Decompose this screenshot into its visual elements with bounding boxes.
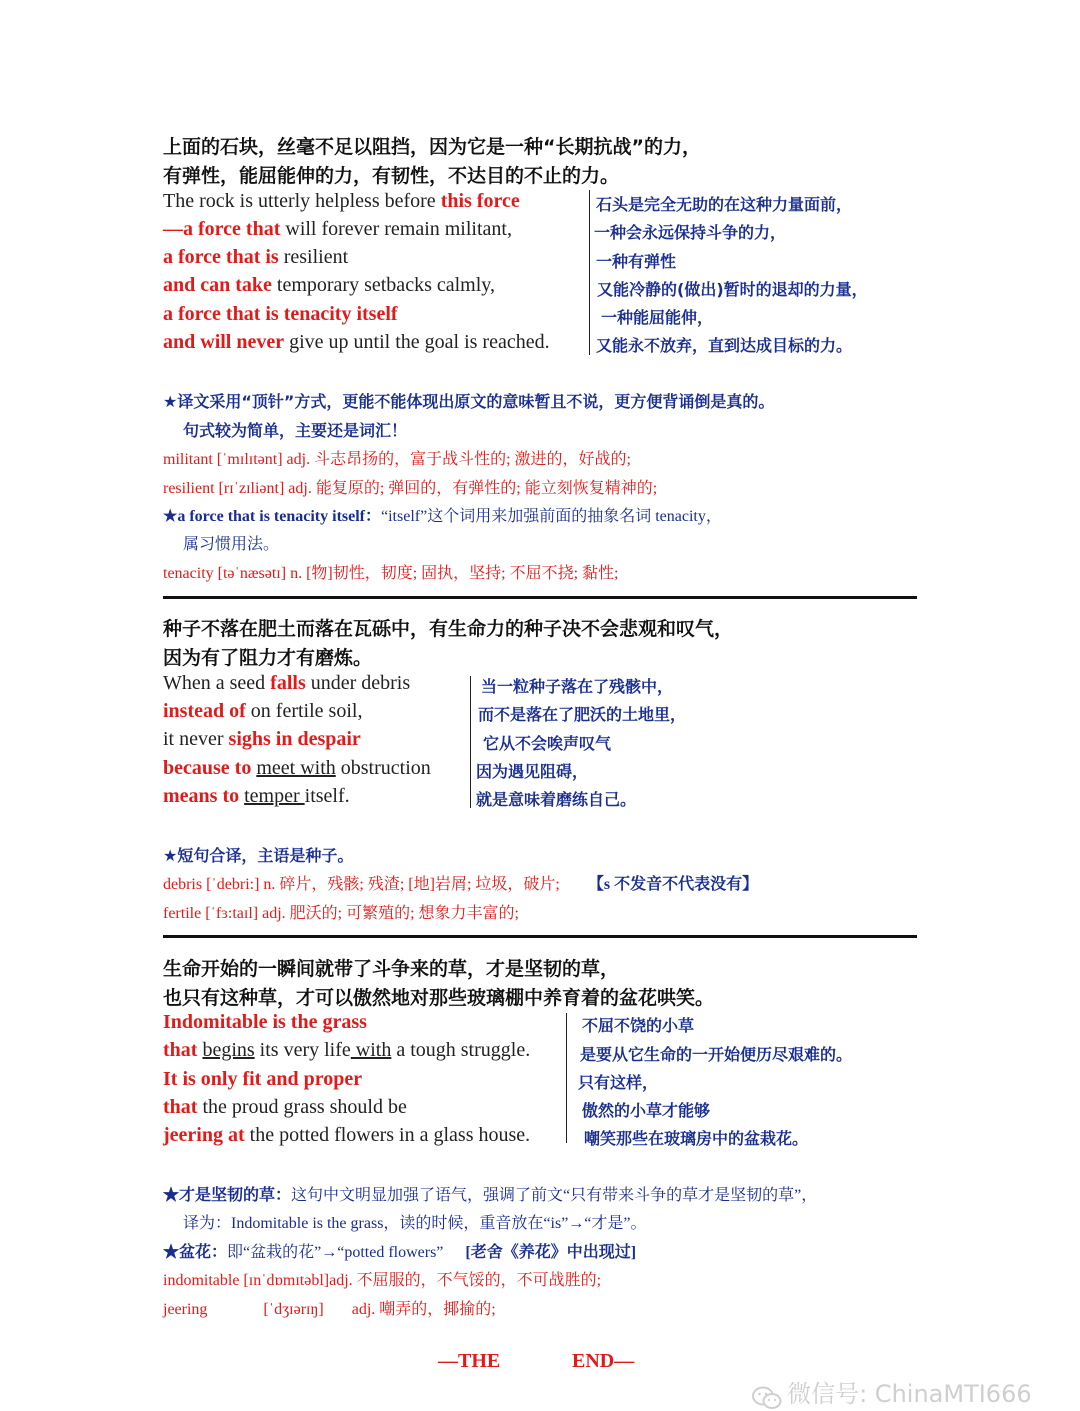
- s1-zh-line: 一种会永远保持斗争的力，: [594, 223, 787, 242]
- section3-heading-line1: 生命开始的一瞬间就带了斗争来的草，才是坚韧的草，: [163, 958, 620, 980]
- s3-zh-line: 嘲笑那些在玻璃房中的盆栽花。: [584, 1129, 809, 1148]
- s1-en-line: —a force that will forever remain militant,: [163, 218, 512, 240]
- s2-en-line: When a seed falls under debris: [163, 672, 411, 694]
- s1-en-line: a force that is tenacity itself: [163, 303, 398, 325]
- s1-en-line: The rock is utterly helpless before this force: [163, 190, 520, 212]
- s3-zh-line: 不屈不饶的小草: [582, 1016, 695, 1035]
- s2-zh-line: 就是意味着磨练自己。: [476, 790, 637, 809]
- s3-zh-line: 只有这样，: [578, 1073, 659, 1092]
- section3-heading-line2: 也只有这种草，才可以傲然地对那些玻璃棚中养育着的盆花哄笑。: [163, 987, 715, 1009]
- column-divider: [470, 676, 471, 808]
- section1-heading-line1: 上面的石块，丝毫不足以阻挡，因为它是一种“长期抗战”的力，: [163, 136, 701, 158]
- vocab-resilient: resilient [rɪˈzɪliənt] adj. 能复原的; 弹回的，有弹性的; 能立刻恢复精神的;: [163, 480, 658, 497]
- s3-en-line: that the proud grass should be: [163, 1096, 407, 1118]
- vocab-fertile: fertile [ˈfɜ:taɪl] adj. 肥沃的; 可繁殖的; 想象力丰富的;: [163, 905, 519, 922]
- vocab-militant: militant [ˈmɪlɪtənt] adj. 斗志昂扬的，富于战斗性的; 激进的，好战的;: [163, 451, 631, 468]
- s1-en-line: and will never give up until the goal is reached.: [163, 331, 550, 353]
- s3-en-line: Indomitable is the grass: [163, 1011, 367, 1033]
- wechat-icon: [752, 1385, 782, 1411]
- s1-en-line: a force that is resilient: [163, 246, 349, 268]
- wechat-watermark: [752, 1374, 1032, 1411]
- s2-note: ★短句合译，主语是种子。: [163, 846, 354, 865]
- section1-heading-line2: 有弹性，能屈能伸的力，有韧性，不达目的不止的力。: [163, 165, 620, 187]
- end-label-the: —THE: [438, 1350, 501, 1372]
- s2-en-line: because to meet with obstruction: [163, 757, 431, 779]
- s1-zh-line: 又能永不放弃，直到达成目标的力。: [596, 336, 853, 355]
- s3-note: 译为：Indomitable is the grass，读的时候，重音放在“is”→“才是”。: [183, 1215, 647, 1232]
- end-label-end: END—: [572, 1350, 635, 1372]
- vocab-tenacity: tenacity [təˈnæsətɪ] n. [物]韧性，韧度; 固执，坚持; 不屈不挠; 黏性;: [163, 565, 619, 582]
- section-divider: [163, 935, 917, 938]
- s1-note-tenacity: ★a force that is tenacity itself：“itself”这个词用来加强前面的抽象名词 tenacity，: [163, 508, 722, 525]
- vocab-jeering: jeering [ˈdʒɪərɪŋ] adj. 嘲弄的，揶揄的;: [163, 1301, 496, 1318]
- s3-note-grass: ★才是坚韧的草：这句中文明显加强了语气，强调了前文“只有带来斗争的草才是坚韧的草”，: [163, 1187, 818, 1204]
- vocab-debris: debris [ˈdebri:] n. 碎片，残骸; 残渣; [地]岩屑; 垃圾，破片; 【s 不发音不代表没有】: [163, 876, 759, 893]
- s2-en-line: means to temper itself.: [163, 785, 350, 807]
- s1-note: 句式较为简单，主要还是词汇！: [183, 421, 408, 440]
- vocab-indomitable: indomitable [ɪnˈdɒmɪtəbl]adj. 不屈服的，不气馁的，不可战胜的;: [163, 1272, 602, 1289]
- s1-zh-line: 一种有弹性: [596, 252, 677, 271]
- s1-zh-line: 石头是完全无助的在这种力量面前，: [596, 195, 853, 214]
- s1-note: 属习惯用法。: [183, 536, 280, 553]
- s1-zh-line: 又能冷静的(做出)暂时的退却的力量，: [597, 280, 868, 299]
- s2-en-line: it never sighs in despair: [163, 728, 361, 750]
- column-divider: [589, 190, 590, 355]
- watermark-text: 微信号: ChinaMTI666: [787, 1380, 1032, 1408]
- column-divider: [566, 1013, 567, 1143]
- s2-zh-line: 因为遇见阻碍，: [476, 762, 589, 781]
- s3-zh-line: 傲然的小草才能够: [582, 1101, 711, 1120]
- s3-en-line: jeering at the potted flowers in a glass house.: [163, 1124, 531, 1146]
- section2-heading-line1: 种子不落在肥土而落在瓦砾中，有生命力的种子决不会悲观和叹气，: [163, 618, 734, 640]
- s1-zh-line: 一种能屈能伸，: [601, 308, 714, 327]
- s3-en-line: that begins its very life with a tough struggle.: [163, 1039, 531, 1061]
- s2-zh-line: 而不是落在了肥沃的土地里，: [478, 705, 687, 724]
- s2-en-line: instead of on fertile soil,: [163, 700, 363, 722]
- s1-note: ★译文采用“顶针”方式，更能不能体现出原文的意味暂且不说，更方便背诵倒是真的。: [163, 392, 775, 411]
- section2-heading-line2: 因为有了阻力才有磨炼。: [163, 647, 373, 669]
- s1-en-line: and can take temporary setbacks calmly,: [163, 274, 495, 296]
- s3-note-potted: ★盆花：即“盆栽的花”→“potted flowers” [老舍《养花》中出现过]: [163, 1244, 637, 1261]
- s3-en-line: It is only fit and proper: [163, 1068, 363, 1090]
- s2-zh-line: 当一粒种子落在了残骸中，: [481, 677, 674, 696]
- s3-zh-line: 是要从它生命的一开始便历尽艰难的。: [580, 1045, 853, 1064]
- section-divider: [163, 596, 917, 599]
- s2-zh-line: 它从不会唉声叹气: [483, 734, 612, 753]
